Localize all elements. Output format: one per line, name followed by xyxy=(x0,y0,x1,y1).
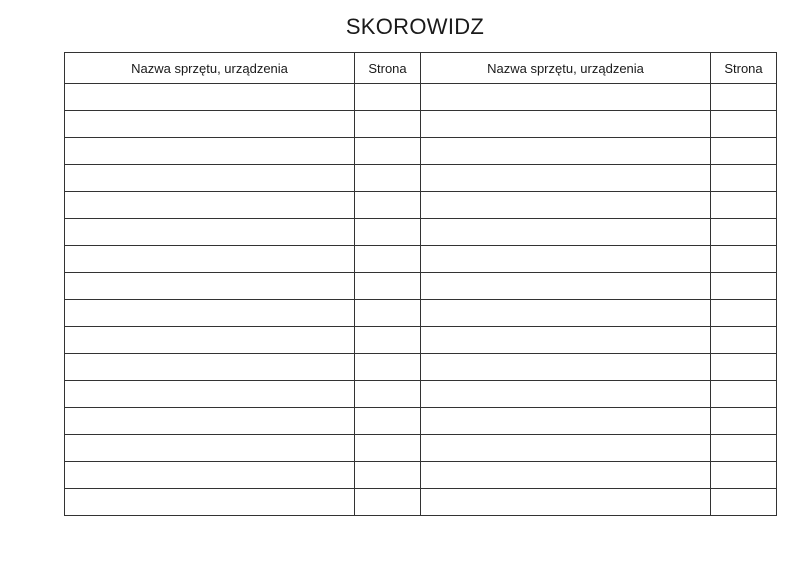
page-cell-left[interactable] xyxy=(355,354,421,381)
page-cell-right[interactable] xyxy=(711,111,777,138)
page-cell-right[interactable] xyxy=(711,327,777,354)
table-row xyxy=(65,219,777,246)
table-row xyxy=(65,273,777,300)
page-cell-right[interactable] xyxy=(711,354,777,381)
name-cell-left[interactable] xyxy=(65,381,355,408)
name-cell-left[interactable] xyxy=(65,138,355,165)
table-row xyxy=(65,138,777,165)
page-cell-right[interactable] xyxy=(711,435,777,462)
table-row xyxy=(65,327,777,354)
page-cell-left[interactable] xyxy=(355,138,421,165)
page-cell-right[interactable] xyxy=(711,408,777,435)
name-cell-right[interactable] xyxy=(421,300,711,327)
table-row xyxy=(65,462,777,489)
name-cell-left[interactable] xyxy=(65,246,355,273)
name-cell-left[interactable] xyxy=(65,165,355,192)
name-cell-right[interactable] xyxy=(421,192,711,219)
name-cell-right[interactable] xyxy=(421,489,711,516)
page-cell-left[interactable] xyxy=(355,192,421,219)
column-header-name-right: Nazwa sprzętu, urządzenia xyxy=(421,53,711,84)
name-cell-right[interactable] xyxy=(421,219,711,246)
page-cell-right[interactable] xyxy=(711,219,777,246)
name-cell-right[interactable] xyxy=(421,111,711,138)
index-table xyxy=(64,52,777,516)
page-cell-left[interactable] xyxy=(355,381,421,408)
table-row xyxy=(65,111,777,138)
name-cell-left[interactable] xyxy=(65,273,355,300)
name-cell-right[interactable] xyxy=(421,462,711,489)
page-cell-right[interactable] xyxy=(711,273,777,300)
name-cell-right[interactable] xyxy=(421,381,711,408)
page-cell-right[interactable] xyxy=(711,138,777,165)
page-title: SKOROWIDZ xyxy=(345,14,485,39)
name-cell-right[interactable] xyxy=(421,246,711,273)
column-header-page-right: Strona xyxy=(711,53,777,84)
page-cell-right[interactable] xyxy=(711,246,777,273)
name-cell-right[interactable] xyxy=(421,435,711,462)
page-cell-left[interactable] xyxy=(355,84,421,111)
page-cell-left[interactable] xyxy=(355,435,421,462)
page-cell-right[interactable] xyxy=(711,192,777,219)
name-cell-left[interactable] xyxy=(65,489,355,516)
name-cell-right[interactable] xyxy=(421,327,711,354)
page-cell-left[interactable] xyxy=(355,462,421,489)
name-cell-right[interactable] xyxy=(421,354,711,381)
name-cell-left[interactable] xyxy=(65,327,355,354)
table-row xyxy=(65,381,777,408)
header-row xyxy=(65,53,777,84)
page-cell-left[interactable] xyxy=(355,327,421,354)
page-cell-left[interactable] xyxy=(355,273,421,300)
table-row xyxy=(65,84,777,111)
name-cell-right[interactable] xyxy=(421,138,711,165)
name-cell-right[interactable] xyxy=(421,165,711,192)
page-cell-right[interactable] xyxy=(711,462,777,489)
name-cell-left[interactable] xyxy=(65,84,355,111)
column-header-page-left: Strona xyxy=(355,53,421,84)
name-cell-left[interactable] xyxy=(65,219,355,246)
table-body xyxy=(65,84,777,516)
name-cell-left[interactable] xyxy=(65,408,355,435)
page-cell-left[interactable] xyxy=(355,300,421,327)
page-cell-left[interactable] xyxy=(355,246,421,273)
table-row xyxy=(65,489,777,516)
page-cell-left[interactable] xyxy=(355,408,421,435)
name-cell-left[interactable] xyxy=(65,462,355,489)
column-header-name-left: Nazwa sprzętu, urządzenia xyxy=(65,53,355,84)
name-cell-left[interactable] xyxy=(65,300,355,327)
page-cell-left[interactable] xyxy=(355,489,421,516)
table-row xyxy=(65,300,777,327)
table-row xyxy=(65,435,777,462)
page-cell-left[interactable] xyxy=(355,111,421,138)
page-cell-left[interactable] xyxy=(355,219,421,246)
page-cell-right[interactable] xyxy=(711,381,777,408)
table-row xyxy=(65,246,777,273)
page-cell-right[interactable] xyxy=(711,84,777,111)
table-row xyxy=(65,165,777,192)
table-row xyxy=(65,354,777,381)
name-cell-left[interactable] xyxy=(65,435,355,462)
table-row xyxy=(65,192,777,219)
page-cell-left[interactable] xyxy=(355,165,421,192)
name-cell-left[interactable] xyxy=(65,192,355,219)
name-cell-left[interactable] xyxy=(65,354,355,381)
name-cell-right[interactable] xyxy=(421,84,711,111)
table-row xyxy=(65,408,777,435)
page-cell-right[interactable] xyxy=(711,165,777,192)
page-cell-right[interactable] xyxy=(711,300,777,327)
page-cell-right[interactable] xyxy=(711,489,777,516)
name-cell-right[interactable] xyxy=(421,408,711,435)
name-cell-left[interactable] xyxy=(65,111,355,138)
name-cell-right[interactable] xyxy=(421,273,711,300)
